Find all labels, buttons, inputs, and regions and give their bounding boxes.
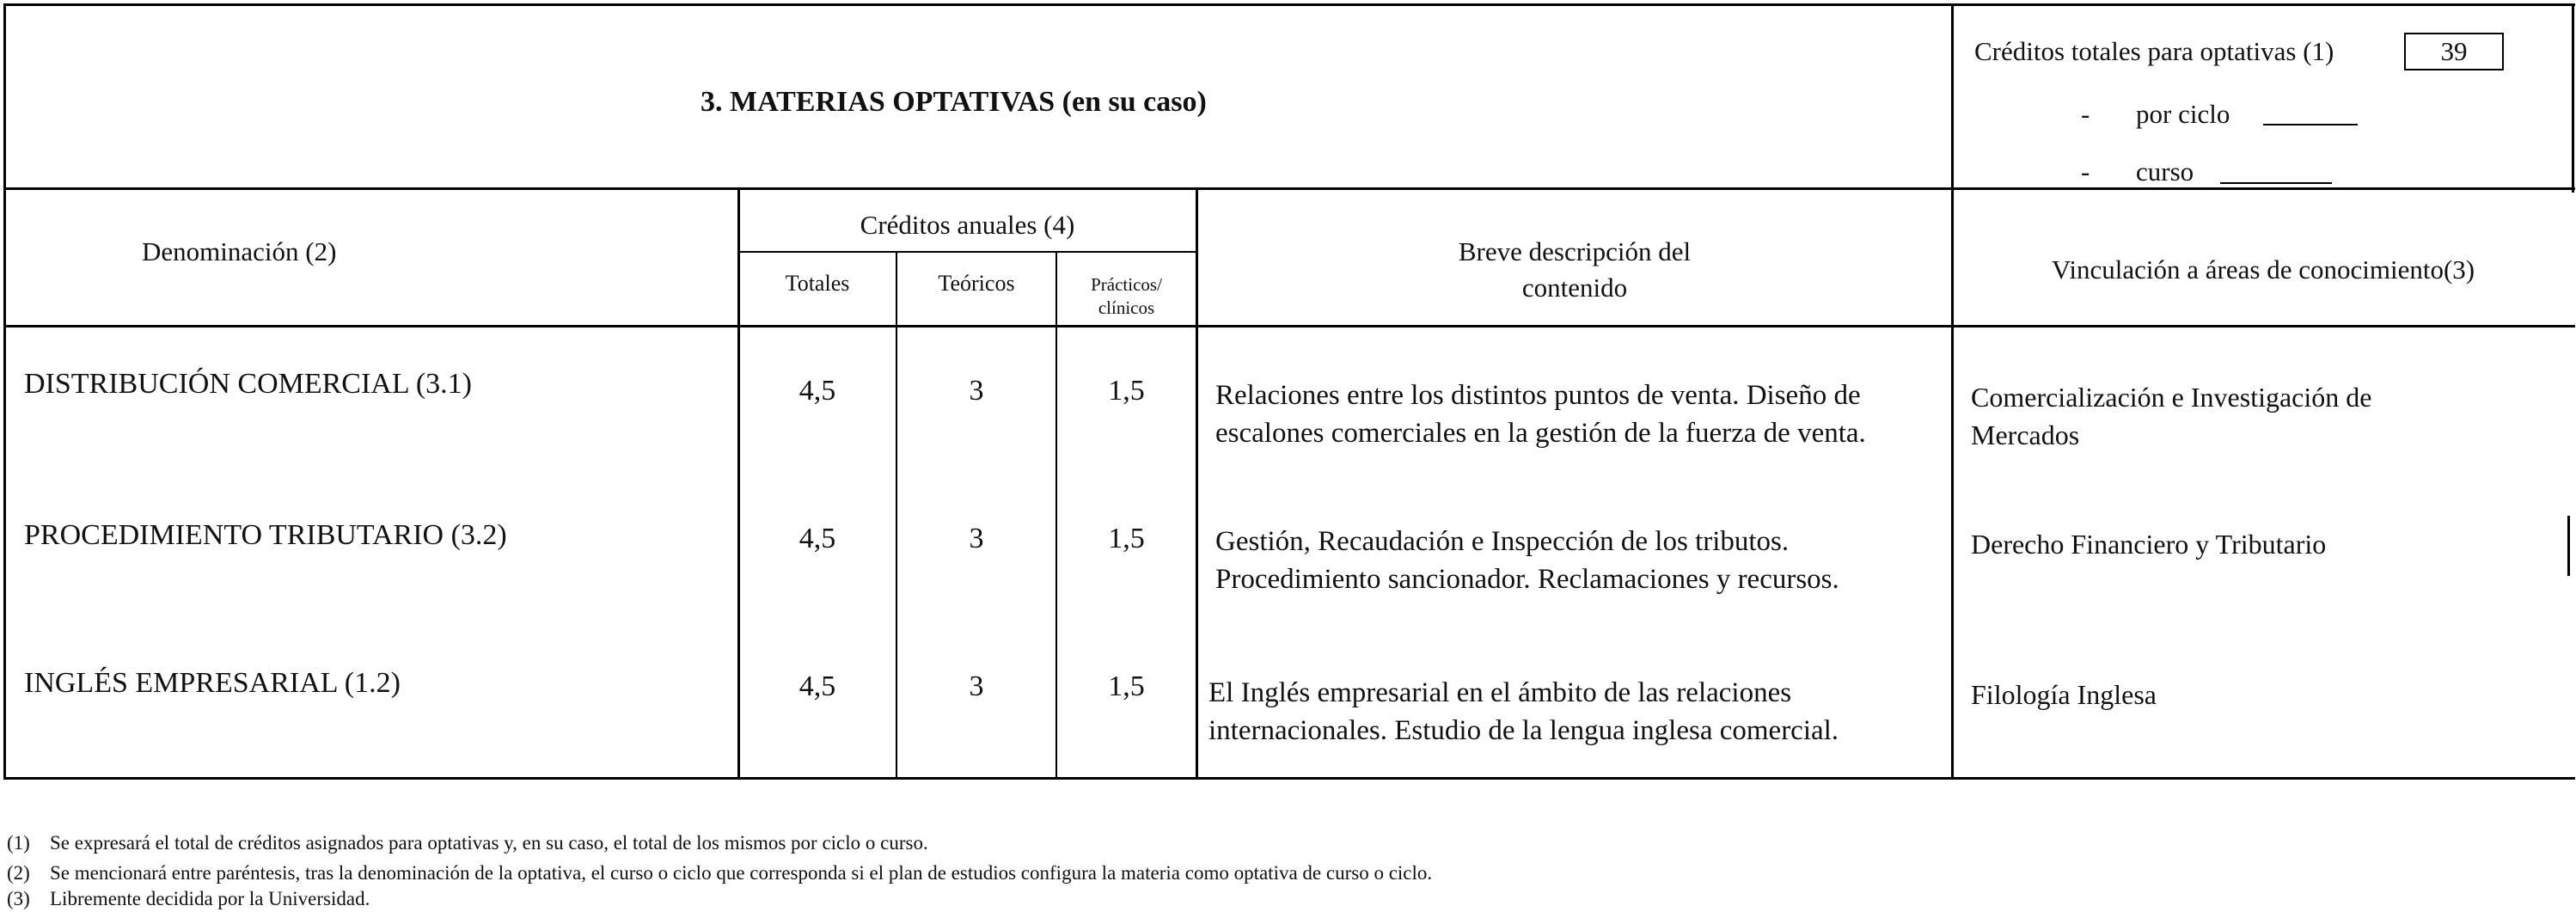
row-2-area: [1971, 525, 2326, 563]
row-1-description: [1215, 376, 1866, 452]
footnote-2-text: Se mencionará entre paréntesis, tras la denominación de la optativa, el curso o ciclo que corresponda si el plan de estudios configura la materia como optativa de curso o ciclo.: [50, 862, 1433, 884]
row-1-name: DISTRIBUCIÓN COMERCIAL (3.1): [24, 368, 473, 400]
col-header-practicos-line2: clínicos: [1098, 297, 1155, 318]
credits-total-label: Créditos totales para optativas (1): [1974, 36, 2334, 66]
row-1-totales: 4,5: [798, 375, 836, 407]
col-header-descripcion-line2: contenido: [1521, 272, 1628, 303]
col-header-descripcion-line1: Breve descripción del: [1458, 236, 1692, 266]
col-divider-descripcion: [1951, 3, 1954, 780]
col-header-totales: Totales: [785, 271, 850, 296]
row-3-description-line1: El Inglés empresarial en el ámbito de las relaciones: [1208, 677, 1792, 708]
credits-total-value: 39: [2404, 33, 2504, 70]
per-cycle-label: por ciclo: [2136, 99, 2230, 129]
row-3-area: [1971, 676, 2157, 713]
row-1-practicos: 1,5: [1108, 375, 1145, 407]
row-1-area: [1971, 378, 2371, 454]
row-2-name: PROCEDIMIENTO TRIBUTARIO (3.2): [24, 519, 507, 551]
row-2-description-line2: Procedimiento sancionador. Reclamaciones y recursos.: [1215, 564, 1839, 595]
per-cycle-dash: -: [2081, 99, 2090, 129]
course-dash: -: [2081, 156, 2090, 187]
col-header-denominacion: Denominación (2): [142, 236, 337, 266]
row-2-area-line1: Derecho Financiero y Tributario: [1971, 529, 2327, 560]
table-border-bottom: [3, 777, 2575, 780]
row-1-area-line2: Mercados: [1971, 419, 2080, 450]
table-border-left: [3, 3, 6, 780]
per-cycle-blank: [2263, 124, 2358, 125]
course-blank: [2220, 182, 2332, 184]
row-2-description-line1: Gestión, Recaudación e Inspección de los tributos.: [1215, 526, 1790, 557]
col-header-practicos-line1: Prácticos/: [1091, 274, 1162, 295]
row-3-practicos: 1,5: [1108, 670, 1145, 702]
col-header-practicos: [1057, 273, 1196, 320]
page-title: 3. MATERIAS OPTATIVAS (en su caso): [701, 86, 1207, 118]
footnote-2-number: (2): [7, 862, 30, 884]
row-3-description: [1208, 674, 1839, 750]
row-3-area-line1: Filología Inglesa: [1971, 679, 2157, 710]
row-2-totales: 4,5: [798, 523, 836, 554]
col-header-descripcion: [1198, 234, 1951, 306]
row-1-teoricos: 3: [969, 375, 984, 407]
header-row-divider: [3, 187, 2575, 190]
col-header-creditos: Créditos anuales (4): [860, 210, 1075, 240]
row-1-area-line1: Comercialización e Investigación de: [1971, 382, 2372, 413]
row-1-description-line2: escalones comerciales en la gestión de la fuerza de venta.: [1215, 418, 1866, 449]
course-label: curso: [2136, 156, 2194, 187]
row-2-practicos: 1,5: [1108, 523, 1145, 554]
row-1-description-line1: Relaciones entre los distintos puntos de venta. Diseño de: [1215, 380, 1861, 411]
row-3-description-line2: internacionales. Estudio de la lengua inglesa comercial.: [1208, 715, 1839, 746]
col-header-teoricos: Teóricos: [938, 271, 1015, 296]
row-3-name: INGLÉS EMPRESARIAL (1.2): [24, 667, 401, 699]
table-border-right-lower: [2567, 516, 2570, 576]
column-header-divider: [3, 325, 2575, 327]
credits-subheader-divider: [737, 251, 1196, 253]
table-border-right-top: [2572, 3, 2574, 193]
row-3-teoricos: 3: [969, 670, 984, 702]
table-border-top: [3, 3, 2575, 6]
row-2-teoricos: 3: [969, 523, 984, 554]
row-2-description: [1215, 523, 1839, 598]
row-3-totales: 4,5: [798, 670, 836, 702]
footnote-3-number: (3): [7, 888, 30, 909]
footnote-3-text: Libremente decidida por la Universidad.: [50, 888, 370, 909]
col-header-vinculacion: Vinculación a áreas de conocimiento(3): [2051, 254, 2475, 285]
footnote-1-text: Se expresará el total de créditos asignados para optativas y, en su caso, el total de los mismos por ciclo o curso.: [50, 832, 928, 854]
footnote-1-number: (1): [7, 832, 30, 854]
